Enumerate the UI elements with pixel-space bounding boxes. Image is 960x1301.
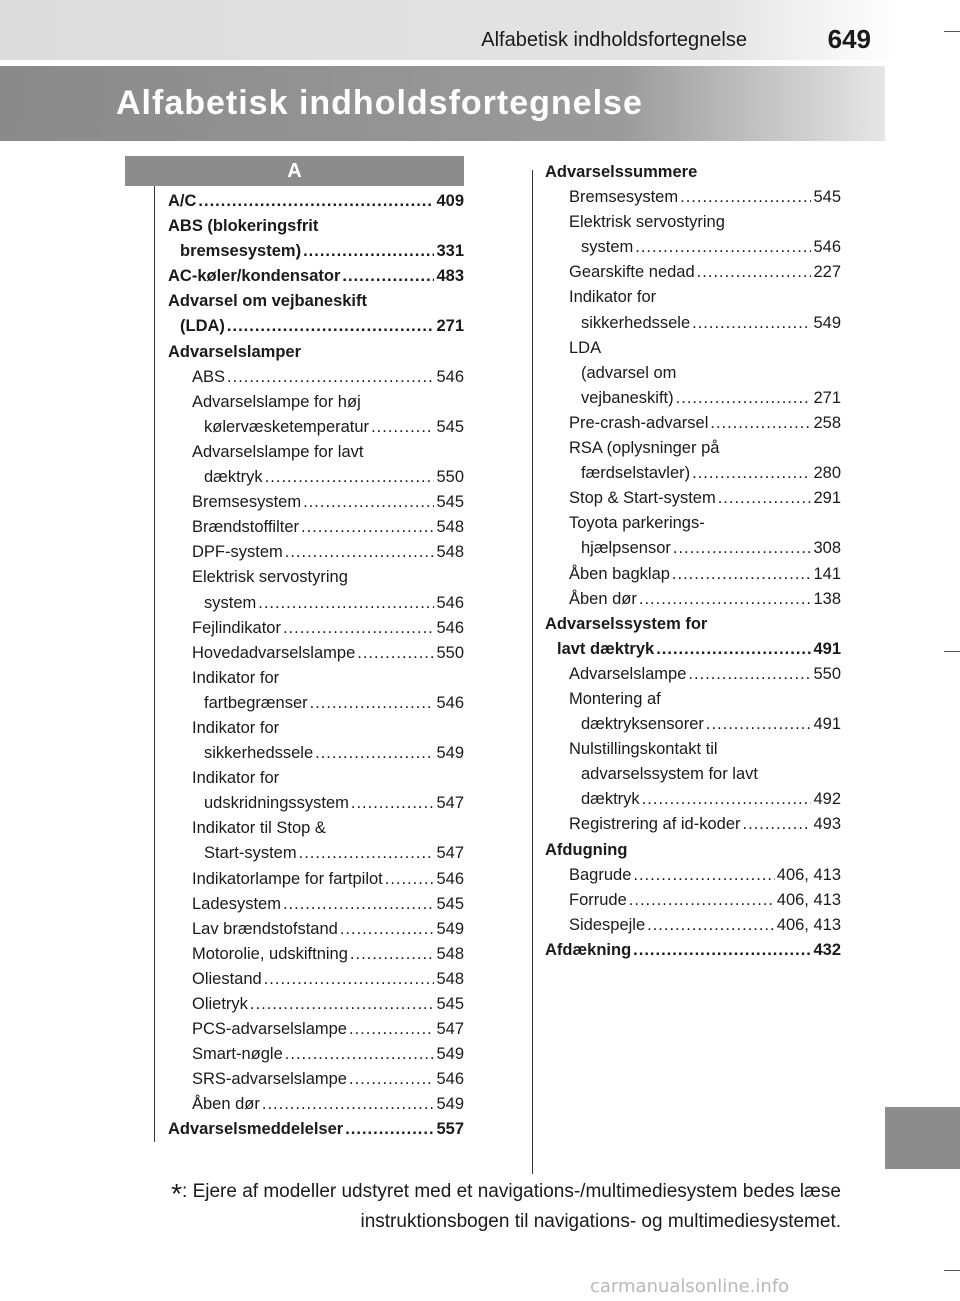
index-entry (545, 737, 841, 762)
index-entry-label: Nulstillingskontakt til (569, 740, 718, 759)
index-entry (168, 591, 464, 616)
index-entry-page: 291 (813, 489, 841, 508)
leader-dots (349, 1067, 434, 1092)
index-entry (545, 662, 841, 687)
index-entry-label: Advarsel om vejbaneskift (168, 292, 367, 311)
index-entry-label: færdselstavler) (581, 464, 691, 483)
leader-dots (198, 189, 434, 214)
index-entry (168, 666, 464, 691)
index-entry-label: Stop & Start-system (569, 489, 716, 508)
leader-dots (371, 415, 434, 440)
index-entry (545, 185, 841, 210)
index-entry-label: dæktryksensorer (581, 715, 704, 734)
index-entry-label: Bremsesystem (192, 493, 302, 512)
leader-dots (710, 411, 811, 436)
leader-dots (310, 691, 435, 716)
index-entry-label: Åben bagklap (569, 564, 670, 583)
index-entry-label: LDA (569, 338, 602, 357)
leader-dots (227, 314, 435, 339)
index-entry-label: (advarsel om (581, 363, 677, 382)
index-entry (545, 838, 841, 863)
index-entry-label: Indikator for (192, 769, 280, 788)
index-entry-page: 546 (436, 367, 464, 386)
index-entry-label: Elektrisk servostyring (192, 568, 348, 587)
leader-dots (647, 913, 775, 938)
index-entry (168, 691, 464, 716)
index-entry-page: 546 (436, 1070, 464, 1089)
index-entry-page: 545 (436, 417, 464, 436)
watermark-logo: carmanualsonline.info (590, 1276, 790, 1297)
index-column-left (168, 189, 464, 1143)
index-entry-page: 549 (436, 919, 464, 938)
index-entry (168, 1067, 464, 1092)
leader-dots (283, 892, 435, 917)
leader-dots (676, 386, 812, 411)
index-entry (168, 289, 464, 314)
index-entry-label: PCS-advarselslampe (192, 1020, 347, 1039)
index-entry-label: Indikator for (192, 718, 280, 737)
index-entry (168, 1017, 464, 1042)
index-entry (545, 812, 841, 837)
index-entry-page: 547 (436, 794, 464, 813)
index-entry-label: Registrering af id-koder (569, 815, 741, 834)
index-entry-page: 549 (813, 313, 841, 332)
leader-dots (301, 515, 434, 540)
index-entry-label: Indikator for (192, 668, 280, 687)
index-entry-label: A/C (168, 192, 197, 210)
index-entry (545, 762, 841, 787)
index-entry-label: Montering af (569, 689, 661, 708)
index-entry-page: 492 (813, 790, 841, 809)
index-entry-page: 432 (813, 940, 841, 959)
index-entry-label: Brændstoffilter (192, 518, 299, 537)
index-entry (168, 415, 464, 440)
index-entry (168, 992, 464, 1017)
leader-dots (285, 1042, 435, 1067)
index-entry-label: Advarselssystem for (545, 614, 708, 633)
index-entry (545, 787, 841, 812)
index-entry-label: Advarselslampe for høj (192, 392, 361, 411)
index-entry (168, 816, 464, 841)
index-entry-label: Advarselsmeddelelser (168, 1120, 344, 1139)
leader-dots (340, 917, 435, 942)
section-tab (885, 1107, 960, 1169)
index-entry (168, 641, 464, 666)
leader-dots (688, 662, 811, 687)
leader-dots (264, 967, 435, 992)
index-entry-label: system (581, 238, 634, 257)
leader-dots (285, 540, 435, 565)
leader-dots (385, 867, 435, 892)
index-entry (168, 490, 464, 515)
index-entry (168, 189, 464, 214)
running-header-title: Alfabetisk indholdsfortegnelse (481, 29, 747, 51)
index-entry-label: lavt dæktryk (557, 639, 655, 658)
leader-dots (265, 465, 435, 490)
index-entry (545, 436, 841, 461)
index-entry (168, 390, 464, 415)
index-entry-label: RSA (oplysninger på (569, 439, 720, 458)
index-entry-page: 550 (813, 664, 841, 683)
leader-dots (672, 562, 812, 587)
index-entry-page: 545 (436, 493, 464, 512)
index-entry-label: Fejlindikator (192, 618, 281, 637)
header-band (0, 0, 900, 60)
index-entry (168, 440, 464, 465)
index-entry-label: Oliestand (192, 969, 262, 988)
index-entry-label: Motorolie, udskiftning (192, 944, 348, 963)
leader-dots (680, 185, 811, 210)
index-entry-page: 545 (436, 995, 464, 1013)
index-entry-page: 271 (813, 388, 841, 407)
index-entry-label: Advarselslampe (569, 664, 687, 683)
index-entry-label: Ladesystem (192, 894, 281, 913)
index-entry-label: udskridningssystem (204, 794, 349, 813)
index-entry-label: dæktryk (581, 790, 640, 809)
index-entry (168, 942, 464, 967)
index-entry-label: ABS (192, 367, 226, 386)
leader-dots (639, 587, 812, 612)
page-number: 649 (827, 24, 871, 54)
index-entry-page: 406, 413 (776, 890, 841, 909)
index-entry-page: 549 (436, 744, 464, 763)
index-entry (545, 913, 841, 938)
index-entry-label: SRS-advarselslampe (192, 1070, 347, 1089)
index-entry (545, 160, 841, 185)
index-entry (545, 562, 841, 587)
index-entry (545, 235, 841, 260)
index-entry-label: Afdugning (545, 840, 628, 859)
index-entry-label: system (204, 593, 257, 612)
index-entry (168, 841, 464, 866)
index-entry-label: Afdækning (545, 940, 632, 959)
index-entry (545, 863, 841, 888)
index-entry-page: 546 (436, 869, 464, 888)
footnote-line-2: instruktionsbogen til navigations- og multimediesystemet. (360, 1211, 841, 1232)
index-entry-label: Indikatorlampe for fartpilot (192, 869, 383, 888)
index-entry-label: Advarselslamper (168, 342, 301, 361)
index-entry (545, 587, 841, 612)
leader-dots (692, 461, 811, 486)
index-entry (545, 361, 841, 386)
index-entry (168, 917, 464, 942)
index-entry-page: 548 (436, 543, 464, 562)
crop-mark-top-right (944, 31, 960, 32)
leader-dots (315, 741, 434, 766)
index-entry-label: AC-køler/kondensator (168, 267, 341, 286)
leader-dots (303, 490, 434, 515)
index-entry (545, 285, 841, 310)
index-entry (168, 867, 464, 892)
index-entry-label: Åben dør (569, 589, 637, 608)
index-entry-page: 406, 413 (776, 915, 841, 934)
index-entry (168, 616, 464, 641)
column-divider (532, 170, 533, 1174)
index-entry (168, 766, 464, 791)
index-entry (545, 612, 841, 637)
index-entry-label: dæktryk (204, 468, 263, 487)
index-column-right (545, 160, 841, 963)
index-entry (545, 511, 841, 536)
index-entry-label: (LDA) (180, 317, 225, 336)
index-entry (168, 791, 464, 816)
leader-dots (303, 239, 434, 264)
index-entry (545, 637, 841, 662)
index-entry (545, 336, 841, 361)
index-entry (545, 461, 841, 486)
index-entry (545, 386, 841, 411)
index-entry-page: 548 (436, 969, 464, 988)
leader-dots (357, 641, 434, 666)
index-entry-page: 141 (813, 564, 841, 583)
index-entry (545, 311, 841, 336)
leader-dots (642, 787, 812, 812)
footnote-line-1 (108, 1178, 841, 1208)
index-entry (168, 340, 464, 365)
left-column-rule (154, 186, 155, 1142)
index-entry-page: 549 (436, 1045, 464, 1064)
leader-dots (697, 260, 812, 285)
index-entry (168, 1117, 464, 1142)
leader-dots (633, 938, 811, 963)
index-entry-page: 138 (813, 589, 841, 608)
index-entry (168, 314, 464, 339)
index-entry-label: Indikator for (569, 288, 657, 307)
index-entry (545, 938, 841, 963)
leader-dots (299, 841, 435, 866)
index-entry-label: Olietryk (192, 995, 248, 1013)
index-entry-page: 549 (436, 1095, 464, 1114)
index-entry-label: Lav brændstofstand (192, 919, 338, 938)
index-entry-label: Advarselssummere (545, 163, 698, 181)
leader-dots (283, 616, 435, 641)
index-entry (545, 687, 841, 712)
index-entry-label: Start-system (204, 844, 297, 863)
index-entry-label: Toyota parkerings- (569, 514, 705, 533)
leader-dots (656, 637, 811, 662)
index-entry-page: 308 (813, 539, 841, 558)
index-entry-page: 546 (436, 593, 464, 612)
index-entry-label: Hovedadvarselslampe (192, 643, 356, 662)
index-entry-label: Åben dør (192, 1095, 260, 1114)
index-entry-page: 548 (436, 518, 464, 537)
index-entry (168, 741, 464, 766)
index-entry (168, 540, 464, 565)
footnote (108, 1178, 841, 1236)
index-entry-label: Pre-crash-advarsel (569, 413, 709, 432)
index-entry-page: 550 (436, 643, 464, 662)
index-entry-page: 493 (813, 815, 841, 834)
index-entry-page: 547 (436, 1020, 464, 1039)
index-entry (545, 712, 841, 737)
index-entry-label: ABS (blokeringsfrit (168, 217, 319, 236)
leader-dots (349, 1017, 434, 1042)
leader-dots (706, 712, 812, 737)
leader-dots (743, 812, 812, 837)
index-entry-page: 548 (436, 944, 464, 963)
index-entry-label: Smart-nøgle (192, 1045, 283, 1064)
index-entry-page: 546 (813, 238, 841, 257)
index-entry-label: bremsesystem) (180, 242, 302, 261)
index-entry-label: Gearskifte nedad (569, 263, 695, 282)
index-entry-page: 545 (813, 188, 841, 207)
index-entry (545, 486, 841, 511)
index-entry (168, 264, 464, 289)
index-entry-page: 491 (813, 639, 841, 658)
index-entry-label: sikkerhedssele (581, 313, 691, 332)
index-entry-label: Sidespejle (569, 915, 646, 934)
leader-dots (629, 888, 775, 913)
index-entry-page: 409 (436, 192, 464, 210)
letter-heading: A (125, 156, 464, 186)
page-title: Alfabetisk indholdsfortegnelse (116, 84, 643, 122)
index-entry-page: 545 (436, 894, 464, 913)
footnote-marker: * (171, 1178, 183, 1209)
index-entry (168, 565, 464, 590)
index-entry-label: sikkerhedssele (204, 744, 314, 763)
leader-dots (350, 942, 435, 967)
index-entry-label: fartbegrænser (204, 693, 308, 712)
leader-dots (345, 1117, 434, 1142)
index-entry-page: 550 (436, 468, 464, 487)
index-entry (545, 536, 841, 561)
index-entry-label: Advarselslampe for lavt (192, 442, 364, 461)
leader-dots (692, 311, 811, 336)
index-entry (168, 239, 464, 264)
index-entry (168, 465, 464, 490)
index-entry (168, 1092, 464, 1117)
leader-dots (250, 992, 435, 1017)
index-entry (168, 892, 464, 917)
index-entry (545, 260, 841, 285)
index-entry (168, 214, 464, 239)
index-entry-page: 331 (436, 242, 464, 261)
index-entry (545, 411, 841, 436)
crop-mark-bottom-right (944, 1270, 960, 1271)
index-entry-label: Bagrude (569, 865, 632, 884)
index-entry-page: 406, 413 (776, 865, 841, 884)
index-entry-label: vejbaneskift) (581, 388, 674, 407)
leader-dots (258, 591, 434, 616)
index-entry-label: DPF-system (192, 543, 283, 562)
index-entry (545, 888, 841, 913)
leader-dots (342, 264, 434, 289)
footnote-text-1: : Ejere af modeller udstyret med et navigations-/multimediesystem bedes læse (182, 1181, 841, 1202)
index-entry-label: hjælpsensor (581, 539, 671, 558)
index-entry (168, 1042, 464, 1067)
index-entry-page: 227 (813, 263, 841, 282)
index-entry-page: 271 (436, 317, 464, 336)
index-entry-page: 491 (813, 715, 841, 734)
index-entry (168, 515, 464, 540)
index-entry-page: 546 (436, 693, 464, 712)
index-entry-page: 280 (813, 464, 841, 483)
leader-dots (718, 486, 812, 511)
index-entry-label: Bremsesystem (569, 188, 679, 207)
index-entry-page: 483 (436, 267, 464, 286)
leader-dots (673, 536, 812, 561)
crop-mark-right-upper (944, 651, 960, 652)
index-entry-label: kølervæsketemperatur (204, 417, 370, 436)
index-entry-page: 547 (436, 844, 464, 863)
index-entry (545, 210, 841, 235)
index-entry (168, 967, 464, 992)
index-entry-label: Indikator til Stop & (192, 819, 326, 838)
leader-dots (351, 791, 435, 816)
index-entry-label: Forrude (569, 890, 627, 909)
index-entry-page: 557 (436, 1120, 464, 1139)
leader-dots (635, 235, 811, 260)
index-entry-page: 258 (813, 413, 841, 432)
index-entry (168, 716, 464, 741)
leader-dots (262, 1092, 435, 1117)
index-entry-page: 546 (436, 618, 464, 637)
index-entry-label: Elektrisk servostyring (569, 213, 725, 232)
leader-dots (227, 365, 434, 390)
index-entry (168, 365, 464, 390)
leader-dots (633, 863, 774, 888)
index-entry-label: advarselssystem for lavt (581, 765, 758, 784)
